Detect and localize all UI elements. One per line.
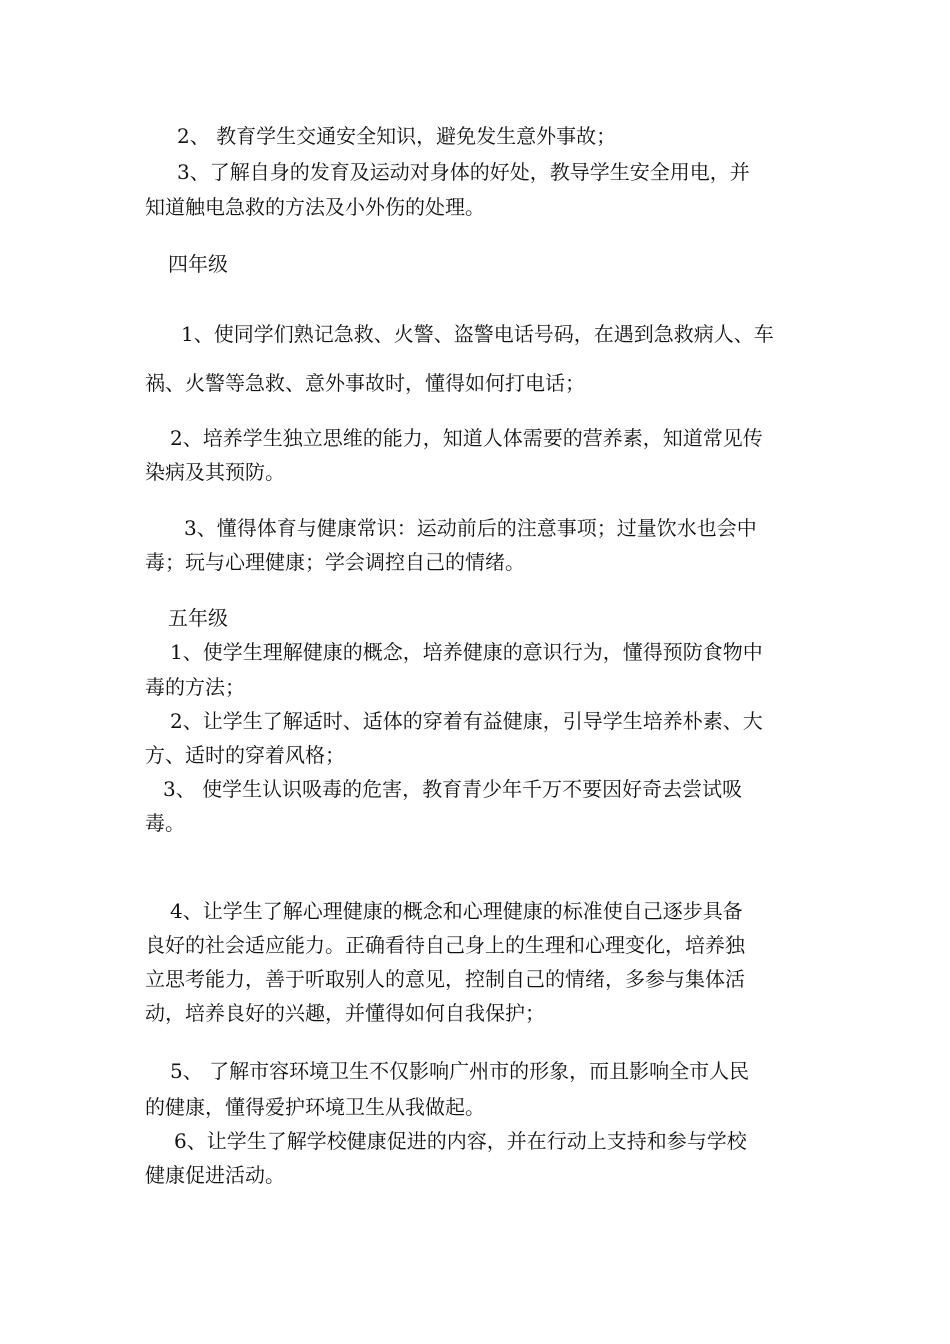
grade5-heading: 五年级 — [168, 606, 228, 630]
grade3-item2: 2、 教育学生交通安全知识，避免发生意外事故； — [177, 124, 617, 148]
grade5-item6-line1: 6、让学生了解学校健康促进的内容，并在行动上支持和参与学校 — [174, 1129, 747, 1153]
grade4-item1-line2: 祸、火警等急救、意外事故时，懂得如何打电话； — [145, 371, 585, 395]
grade5-item2-line1: 2、让学生了解适时、适体的穿着有益健康，引导学生培养朴素、大 — [170, 709, 763, 733]
grade3-item3-line1: 3、了解自身的发育及运动对身体的好处，教导学生安全用电，并 — [177, 160, 750, 184]
grade3-item3-line2: 知道触电急救的方法及小外伤的处理。 — [145, 195, 485, 219]
grade4-item2-line1: 2、培养学生独立思维的能力，知道人体需要的营养素，知道常见传 — [170, 426, 763, 450]
grade5-item3-line2: 毒。 — [145, 811, 185, 835]
grade4-item2-line2: 染病及其预防。 — [145, 460, 285, 484]
grade5-item4-line4: 动，培养良好的兴趣，并懂得如何自我保护； — [145, 1001, 545, 1025]
grade5-item4-line3: 立思考能力，善于听取别人的意见，控制自己的情绪，多参与集体活 — [145, 967, 745, 991]
grade5-item5-line2: 的健康，懂得爱护环境卫生从我做起。 — [145, 1095, 485, 1119]
grade4-heading: 四年级 — [168, 252, 228, 276]
grade5-item2-line2: 方、适时的穿着风格； — [145, 743, 345, 767]
grade5-item1-line1: 1、使学生理解健康的概念，培养健康的意识行为，懂得预防食物中 — [170, 640, 763, 664]
grade5-item5-line1: 5、 了解市容环境卫生不仅影响广州市的形象，而且影响全市人民 — [170, 1059, 750, 1083]
grade5-item3-line1: 3、 使学生认识吸毒的危害，教育青少年千万不要因好奇去尝试吸 — [163, 777, 743, 801]
grade5-item4-line2: 良好的社会适应能力。正确看待自己身上的生理和心理变化，培养独 — [145, 933, 745, 957]
grade5-item1-line2: 毒的方法； — [145, 675, 245, 699]
grade5-item6-line2: 健康促进活动。 — [145, 1163, 285, 1187]
grade4-item1-line1: 1、使同学们熟记急救、火警、盗警电话号码，在遇到急救病人、车 — [181, 322, 774, 346]
grade4-item3-line1: 3、懂得体育与健康常识：运动前后的注意事项；过量饮水也会中 — [184, 516, 757, 540]
grade4-item3-line2: 毒；玩与心理健康；学会调控自己的情绪。 — [145, 550, 525, 574]
grade5-item4-line1: 4、让学生了解心理健康的概念和心理健康的标准使自己逐步具备 — [170, 899, 743, 923]
